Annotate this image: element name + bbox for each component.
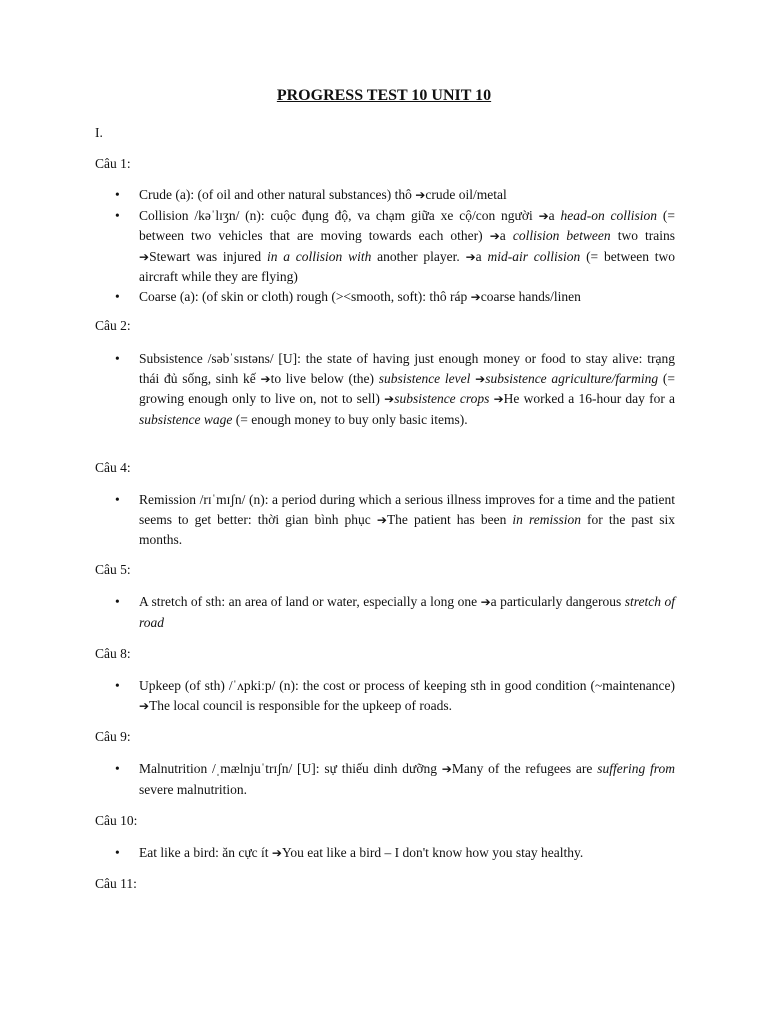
list-item — [115, 349, 676, 429]
arrow-right-icon: ➔ — [415, 188, 426, 202]
bullet-icon: • — [115, 207, 120, 223]
section-label-9: Câu 9: — [95, 729, 131, 744]
bullet-icon: • — [115, 678, 120, 693]
section-label-1: Câu 1: — [95, 156, 131, 171]
text-run: crude oil/metal — [425, 187, 507, 202]
arrow-right-icon: ➔ — [489, 229, 500, 243]
section-items-1 — [115, 185, 675, 307]
section-items-10 — [115, 843, 675, 864]
section-items-8 — [115, 676, 675, 716]
arrow-right-icon: ➔ — [139, 249, 150, 264]
text-run: You eat like a bird – I don't know how you stay healthy. — [281, 845, 584, 860]
arrow-right-icon: ➔ — [465, 249, 476, 264]
italic-text: in remission — [512, 511, 581, 527]
text-run: for the past six months. — [139, 511, 675, 547]
section-label-11: Câu 11: — [95, 876, 137, 891]
text-run: Stewart was injured — [149, 248, 267, 264]
page-title: PROGRESS TEST 10 UNIT 10 — [276, 87, 492, 104]
italic-text: subsistence wage — [139, 411, 233, 427]
italic-text: mid-air collision — [487, 248, 581, 264]
text-run: Coarse (a): (of skin or cloth) rough (><smooth, soft): thô ráp — [139, 288, 471, 304]
text-run: two trains — [610, 228, 675, 243]
list-item — [115, 206, 675, 287]
text-run: (= growing enough only to live on, not to sell) — [139, 370, 675, 406]
arrow-right-icon: ➔ — [260, 371, 271, 386]
bullet-icon: • — [115, 845, 120, 860]
text-run: Crude (a): (of oil and other natural substances) thô — [139, 187, 416, 202]
arrow-right-icon: ➔ — [538, 208, 549, 223]
text-run: Upkeep (of sth) /ˈʌpkiːp/ (n): the cost or process of keeping sth in good condition (~maintenance) — [139, 678, 675, 693]
list-item — [115, 676, 675, 716]
text-run: a — [548, 207, 561, 223]
text-run: a — [475, 248, 488, 264]
section-items-9 — [115, 759, 675, 799]
text-run: to live below (the) — [270, 370, 379, 386]
section-label-2: Câu 2: — [95, 318, 131, 333]
arrow-right-icon: ➔ — [475, 371, 486, 386]
italic-text: subsistence crops — [394, 391, 490, 406]
list-item — [115, 287, 675, 308]
text-run: He worked a 16-hour day for a — [503, 391, 676, 406]
text-run: Many of the refugees are — [451, 761, 598, 776]
bullet-icon: • — [115, 187, 120, 202]
text-run: another player. — [371, 248, 466, 264]
italic-text: stretch of road — [139, 594, 675, 630]
text-run: Malnutrition /ˌmælnjuˈtrɪʃn/ [U]: sự thiếu dinh dưỡng — [139, 761, 442, 776]
italic-text: in a collision with — [266, 248, 372, 264]
section-label-4: Câu 4: — [95, 460, 131, 475]
list-item — [115, 759, 675, 799]
arrow-right-icon: ➔ — [441, 762, 452, 776]
text-run: (= enough money to buy only basic items). — [232, 411, 468, 427]
bullet-icon: • — [115, 288, 120, 304]
bullet-icon: • — [115, 492, 120, 507]
italic-text: head-on collision — [560, 207, 658, 223]
text-run: a particularly dangerous — [490, 594, 625, 609]
list-item — [115, 843, 675, 864]
section-label-5: Câu 5: — [95, 562, 131, 577]
italic-text: subsistence level — [378, 370, 471, 386]
text-run: severe malnutrition. — [139, 781, 247, 797]
text-run: The patient has been — [386, 511, 513, 527]
text-run: A stretch of sth: an area of land or water, especially a long one — [139, 594, 481, 609]
bullet-icon: • — [115, 594, 120, 609]
section-label-8: Câu 8: — [95, 646, 131, 661]
text-run: The local council is responsible for the upkeep of roads. — [149, 697, 452, 713]
text-run: (= between two vehicles that are moving towards each other) — [139, 207, 675, 243]
section-items-5 — [115, 592, 675, 632]
text-run: coarse hands/linen — [480, 288, 581, 304]
section-items-4 — [115, 490, 675, 550]
arrow-right-icon: ➔ — [376, 512, 387, 527]
list-item — [115, 592, 675, 632]
italic-text: collision between — [512, 228, 611, 243]
text-run: Collision /kəˈlɪʒn/ (n): cuộc đụng độ, va chạm giữa xe cộ/con người — [139, 207, 539, 223]
section-label-10: Câu 10: — [95, 813, 138, 828]
text-run: Eat like a bird: ăn cực ít — [139, 845, 272, 860]
list-item — [115, 490, 675, 550]
part-label: I. — [95, 125, 103, 140]
arrow-right-icon: ➔ — [271, 846, 282, 860]
section-items-2 — [115, 349, 676, 429]
arrow-right-icon: ➔ — [139, 698, 150, 713]
italic-text: suffering from — [597, 761, 675, 776]
arrow-right-icon: ➔ — [384, 392, 395, 406]
arrow-right-icon: ➔ — [470, 289, 481, 304]
italic-text: subsistence agriculture/farming — [485, 370, 659, 386]
text-run: (= between two aircraft while they are flying) — [139, 248, 675, 284]
list-item — [115, 185, 675, 206]
bullet-icon: • — [115, 761, 120, 776]
text-run: Subsistence /səbˈsɪstəns/ [U]: the state of having just enough money or food to stay alive: trạng thái đủ sống, sinh kế — [139, 351, 675, 386]
arrow-right-icon: ➔ — [493, 392, 504, 406]
text-run: a — [499, 228, 513, 243]
text-run: Remission /rɪˈmɪʃn/ (n): a period during which a serious illness improves for a time and the patient seems to get better: thời gian bình phục — [139, 492, 675, 527]
bullet-icon: • — [115, 351, 120, 366]
arrow-right-icon: ➔ — [480, 595, 491, 609]
